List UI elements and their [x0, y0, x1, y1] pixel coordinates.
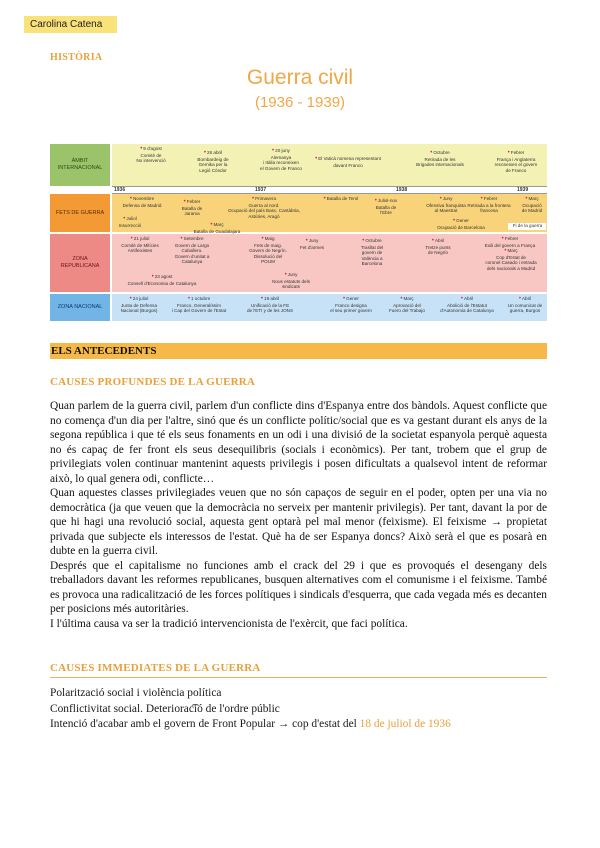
- page-subtitle: (1936 - 1939): [254, 94, 346, 111]
- band-label-international: ÀMBIT INTERNACIONAL: [50, 144, 110, 186]
- list-item: Polarització social i violència política: [50, 687, 222, 699]
- timeline-event: • Febrer França i Anglaterra reconeixen el govern de Franco: [486, 150, 546, 173]
- timeline-event: • 20 juny Alemanya i Itàlia reconeixen el Govern de Franco: [250, 148, 312, 171]
- timeline-event: • Juny Ofensiva franquista al Maestrat: [420, 196, 472, 214]
- year-label: 1938: [396, 187, 408, 193]
- timeline-event: • Abril Tretze punts de Negrín: [416, 238, 460, 256]
- band-label-nationalist: ZONA NACIONAL: [50, 294, 110, 321]
- author-tag: Carolina Catena: [24, 16, 117, 33]
- band-body-war-events: [112, 194, 547, 232]
- timeline-event: • Gener Franco designa el seu primer govern: [324, 296, 378, 314]
- paragraph: Després que el capitalisme no funciones amb el crack del 29 i que es provoqués el desengany dels treballadors davant les reformes republicanes, busquen alternatives com el comunisme i el feixisme. També es provoca una radicalització de les forces polítiques i sindicals d'esquerra, que cada vegada més es decanten per posicions més autoritàries.: [50, 559, 547, 615]
- timeline-event: • Octubre Trasllat del govern de València a Barcelona: [352, 238, 392, 267]
- deep-causes-text: [50, 399, 547, 631]
- paragraph: Quan aquestes classes privilegiades veuen que no són capaços de seguir en el poder, opten per una via no democràtica (ja que veuen que la democràcia no serveix per mantenir privilegis). Per tant, davant la por de que hi hagi una revolució social, aquesta gent optarà pel mal menor (feixisme). El feixisme → propietat privada que subjecte els interessos de l'estat. Què ha de ser Espanya doncs? Això serà el que es posarà en dubte en la guerra civil.: [50, 487, 547, 557]
- timeline-event: • 1 octubre Franco, Generalíssim i Cap del Govern de l'Estat: [164, 296, 234, 314]
- timeline-event: • Octubre Retirada de les Brigades internacionals: [404, 150, 476, 168]
- band-label-war-events: FETS DE GUERRA: [50, 194, 110, 232]
- heading-deep-causes: CAUSES PROFUNDES DE LA GUERRA: [50, 376, 256, 388]
- timeline-event: • Juliol Insurrecció: [114, 216, 146, 228]
- immediate-causes-list: [50, 686, 547, 733]
- year-label: 1939: [517, 187, 529, 193]
- list-item: Conflictivitat social. Deteriorac͡ió de l'ordre públic: [50, 702, 280, 715]
- timeline-event: • Juny Nous estatuts dels sindicats: [262, 272, 320, 290]
- paragraph: I l'última causa va ser la tradició intervencionista de l'exèrcit, que faci política.: [50, 617, 408, 630]
- list-item: [50, 717, 547, 733]
- timeline-event: • Juliol-nov Batalla de l'Ebre: [366, 198, 406, 216]
- timeline-event: • Febrer Retirada a la frontera francesa: [462, 196, 516, 214]
- timeline-years: [112, 186, 547, 194]
- band-international: [50, 144, 547, 186]
- band-war-events: [50, 194, 547, 232]
- band-nationalist-zone: [50, 294, 547, 321]
- timeline-event: • Setembre Govern de Largo Caballero. Govern d'unitat a Catalunya: [164, 236, 220, 265]
- timeline-event: • Juny Fet d'armes: [292, 238, 332, 250]
- timeline-event: • Gener Ocupació de Barcelona: [424, 218, 498, 230]
- timeline-event: • 26 abril Bombardeig de Gernika per la Legió Còndor: [184, 150, 242, 173]
- year-label: 1936: [114, 187, 126, 193]
- timeline-event: • Març Batalla de Guadalajara: [182, 222, 252, 234]
- year-label: 1937: [255, 187, 267, 193]
- timeline-event: • Batalla de Terol: [318, 196, 364, 203]
- section-label: HISTÒRIA: [50, 52, 103, 63]
- timeline-event: • Abril Un comunicat de guerra, Burgos: [502, 296, 548, 314]
- band-label-republican: ZONA REPUBLICANA: [50, 234, 110, 292]
- band-republican-zone: [50, 234, 547, 292]
- timeline-event: • Febrer Exili del govern a França: [472, 236, 548, 248]
- highlighted-date: 18 de juliol de 1936: [359, 718, 451, 730]
- heading-underline: [50, 677, 547, 678]
- timeline-event: • Març Cop d'Estat de coronel Casado i entrada dels nacionals a Madrid: [474, 248, 548, 271]
- timeline-event: • Març Aprovació del Fuero del Trabajo: [382, 296, 432, 314]
- timeline-event: • Maig Fets de maig. Govern de Negrín. Dissolució del POUM: [242, 236, 294, 265]
- timeline-event: Fi de la guerra: [508, 223, 546, 230]
- timeline-event: • 23 agost Consell d'Economia de Catalunya: [114, 274, 210, 286]
- timeline-event: • 19 abril Unificació de la FE de l'ETI y de les JONS: [236, 296, 304, 314]
- timeline-event: • Novembre Defensa de Madrid: [112, 196, 172, 208]
- timeline-event: • 21 juliol Comitè de Milícies Antifeixistes: [114, 236, 166, 254]
- timeline-event: • Abril Abolició de l'Estatut d'Autonomia de Catalunya: [434, 296, 500, 314]
- timeline-event: • Primavera Guerra al nord. Ocupació del país Basc, Cantàbria, Astúries, Aragó: [216, 196, 312, 219]
- timeline-infographic: [50, 144, 547, 321]
- heading-immediate-causes: CAUSES IMMEDIATES DE LA GUERRA: [50, 662, 261, 674]
- timeline-event: • Març Ocupació de Madrid: [516, 196, 548, 214]
- timeline-event: • 24 juliol Junta de Defensa Nacional (Burgos): [114, 296, 164, 314]
- list-item-text: Intenció d'acabar amb el govern de Front Popular → cop d'estat del: [50, 718, 360, 730]
- page-title: Guerra civil: [246, 66, 354, 89]
- heading-antecedents: ELS ANTECEDENTS: [50, 343, 547, 359]
- timeline-event: • Febrer Batalla de Jarama: [172, 199, 212, 217]
- timeline-event: • El Vaticà nomena representant davant Franco: [308, 156, 388, 168]
- paragraph: Quan parlem de la guerra civil, parlem d'un conflicte dins d'Espanya entre dos bàndols. Aquest conflicte que no comença d'un dia per l'altre, sinó que és un conflicte polític/social que es va gestant durant els anys de la segona república i que té els seus fonaments en un odi i una divisió de la societat espanyola perquè aquesta no és capaç de fer front els seus desequilibris (socials i econòmics). Per tant, trobem que el grup de privilegiats volen continuar mantenint aquests privilegis i posen dificultats a qualsevol intent de reformar això, lo qual genera odi, conflicte…: [50, 400, 547, 485]
- band-body-nationalist: [112, 294, 547, 321]
- band-body-international: [112, 144, 547, 186]
- band-body-republican: [112, 234, 547, 292]
- timeline-event: • 9 d'agost Comitè de No intervenció: [122, 146, 180, 164]
